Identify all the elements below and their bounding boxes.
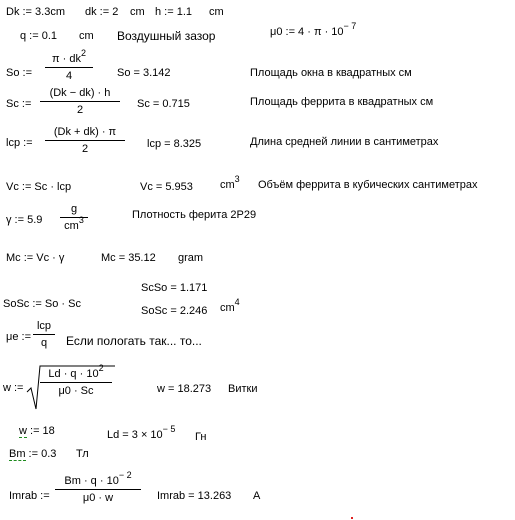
sc-lhs: Sc := [6, 98, 32, 110]
gamma-unit-num: g [70, 203, 78, 215]
mc-unit: gram [178, 252, 204, 264]
so-numerator: π · dk [52, 53, 81, 65]
mue-fraction [33, 321, 55, 349]
lcp-note: Длина средней линии в сантиметрах [250, 136, 439, 148]
lcp-fraction [45, 127, 125, 155]
vc-unit: $cm^3$ [220, 174, 240, 191]
so-fraction [45, 48, 93, 82]
lcp-numerator: (Dk + dk) · π [53, 126, 117, 138]
imrab-numerator-exp: − 2 [118, 470, 132, 480]
w-numerator: Ld · q · 10 [48, 368, 99, 380]
vc-note: Объём феррита в кубических сантиметрах [258, 179, 478, 191]
bm-unit: Тл [76, 448, 89, 460]
sosc-lhs: SoSc := So · Sc [3, 298, 81, 310]
mue-lhs: μe := [6, 331, 31, 343]
gamma-unit-den-exp: 3 [78, 215, 84, 225]
so-denominator: 4 [65, 70, 73, 82]
vc-result: Vc = 5.953 [140, 181, 193, 193]
sosc-result: SoSc = 2.246 [141, 305, 208, 317]
mc-lhs: Mc := Vc · γ [6, 252, 65, 264]
w-unit: Витки [228, 383, 258, 395]
sc-result: Sc = 0.715 [137, 98, 190, 110]
h-definition: h := 1.1 [155, 6, 193, 18]
w-result: w = 18.273 [157, 383, 212, 395]
dk-outer-definition: Dk := 3.3cm [6, 6, 65, 18]
w-denominator: μ0 · Sc [58, 385, 94, 397]
vc-lhs: Vc := Sc · lcp [6, 181, 72, 193]
imrab-numerator: Bm · q · 10 [64, 475, 119, 487]
lcp-result: lcp = 8.325 [147, 138, 202, 150]
gamma-note: Плотность ферита 2Р29 [132, 209, 257, 221]
ld-unit: Гн [195, 431, 207, 443]
w-numerator-exp: 2 [98, 363, 104, 373]
h-unit: cm [209, 6, 224, 18]
mue-numerator: lcp [36, 320, 52, 332]
imrab-result: Imrab = 13.263 [157, 490, 232, 502]
w-fraction [40, 363, 112, 397]
mue-denominator: q [40, 337, 48, 349]
marker-dot [351, 517, 353, 519]
q-unit: cm [79, 30, 94, 42]
imrab-lhs: Imrab := [9, 490, 50, 502]
so-lhs: So := [6, 67, 32, 79]
dk-unit: cm [130, 6, 145, 18]
w18-definition: w := 18 [19, 425, 55, 437]
sc-denominator: 2 [76, 104, 84, 116]
imrab-denominator: μ0 · w [82, 492, 114, 504]
lcp-lhs: lcp := [6, 137, 33, 149]
air-gap-label: Воздушный зазор [117, 29, 216, 43]
bm-definition: Bm := 0.3 [9, 448, 57, 460]
so-numerator-exp: 2 [80, 48, 86, 58]
w-squiggle: w [19, 425, 27, 437]
mc-result: Mc = 35.12 [101, 252, 156, 264]
dk-inner-definition: dk := 2 [85, 6, 119, 18]
imrab-fraction [55, 470, 141, 504]
bm-squiggle: Bm [9, 448, 26, 460]
gamma-lhs: γ := 5.9 [6, 214, 43, 226]
w-lhs: w := [3, 382, 24, 394]
so-result: So = 3.142 [117, 67, 171, 79]
gamma-unit-fraction [60, 204, 88, 232]
sc-note: Площадь феррита в квадратных см [250, 96, 434, 108]
sc-fraction [40, 88, 120, 116]
sosc-unit: $cm^4$ [220, 297, 240, 314]
gamma-unit-den: cm [64, 220, 79, 232]
mu0-definition: μ0 := $4 \cdot \pi \cdot 10^{- 7}$ [270, 21, 357, 38]
mue-note: Если пологать так... то... [66, 334, 202, 348]
ld-result: $Ld = 3 \times 10^{- 5}$ [107, 424, 176, 441]
sc-numerator: (Dk − dk) · h [49, 87, 111, 99]
so-note: Площадь окна в квадратных см [250, 67, 412, 79]
q-definition: q := 0.1 [20, 30, 58, 42]
scso-result: ScSo = 1.171 [141, 282, 208, 294]
imrab-unit: A [253, 490, 261, 502]
lcp-denominator: 2 [81, 143, 89, 155]
